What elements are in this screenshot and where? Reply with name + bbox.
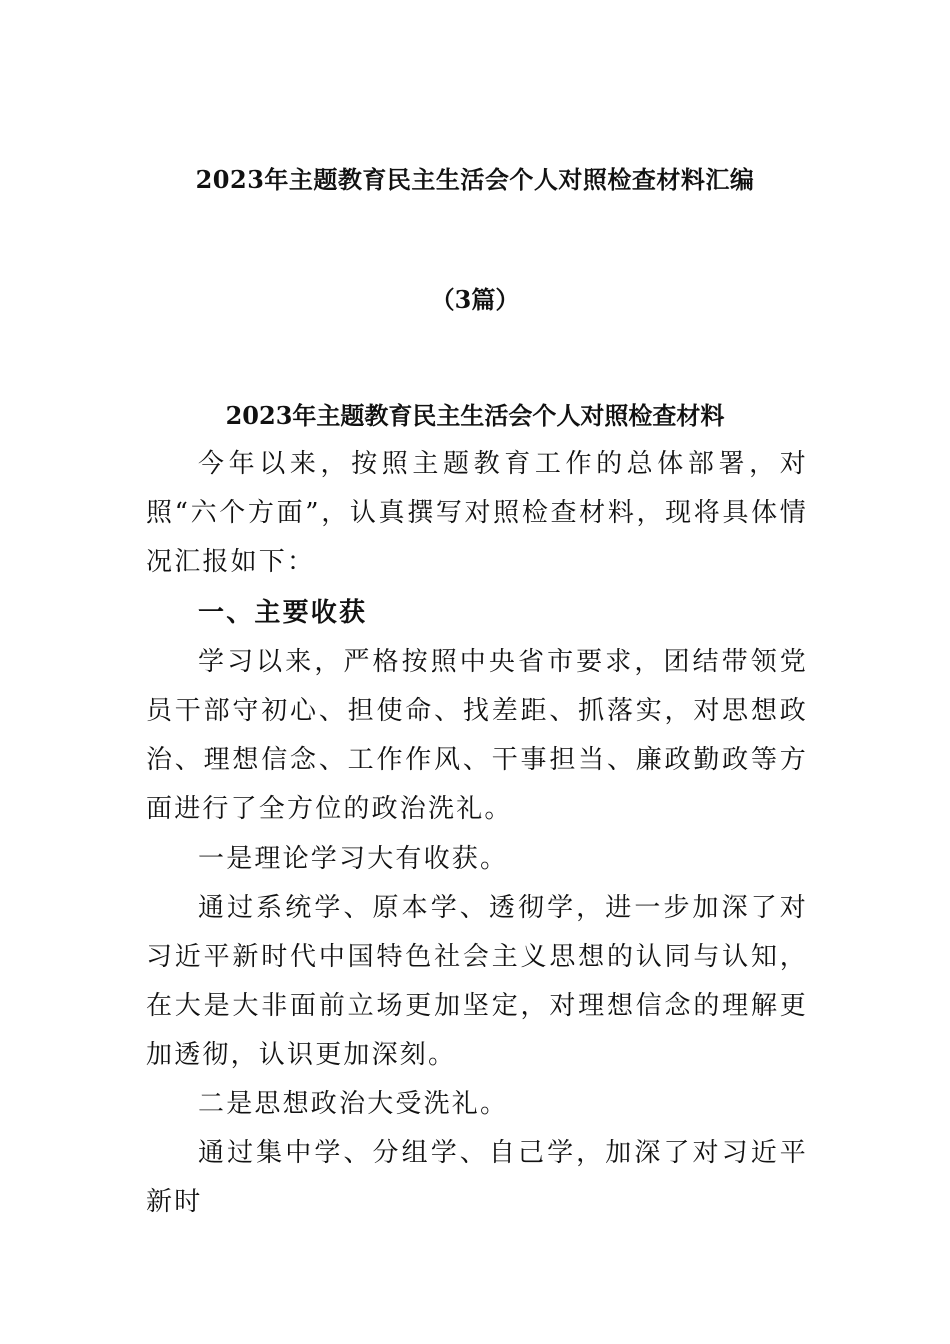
point-two-title: 二是思想政治大受洗礼。 [198,1089,509,1119]
intro-paragraph: 今年以来，按照主题教育工作的总体部署，对照“六个方面”，认真撰写对照检查材料，现将具体情况汇报如下： [146,449,808,577]
point-two-body: 通过集中学、分组学、自己学，加深了对习近平新时 [146,1138,808,1217]
point-one-body: 通过系统学、原本学、透彻学，进一步加深了对习近平新时代中国特色社会主义思想的认同与认知，在大是大非面前立场更加坚定，对理想信念的理解更加透彻，认识更加深刻。 [146,893,808,1070]
point-two-body-block [146,1129,808,1227]
section-one-heading-block [146,589,808,638]
document-main-title: 2023年主题教育民主生活会个人对照检查材料汇编 [195,165,755,194]
intro-paragraph-block [146,440,808,587]
point-one-title: 一是理论学习大有收获。 [198,844,509,874]
document-count-title: （3篇） [430,285,520,314]
section-one-heading: 一、主要收获 [198,598,368,628]
point-one-title-block [146,835,808,884]
section-one-body-block [146,638,808,834]
point-two-title-block [146,1080,808,1129]
point-one-body-block [146,884,808,1080]
document-sub-title: 2023年主题教育民主生活会个人对照检查材料 [225,401,725,430]
section-one-body: 学习以来，严格按照中央省市要求，团结带领党员干部守初心、担使命、找差距、抓落实，对思想政治、理想信念、工作作风、干事担当、廉政勤政等方面进行了全方位的政治洗礼。 [146,647,808,824]
